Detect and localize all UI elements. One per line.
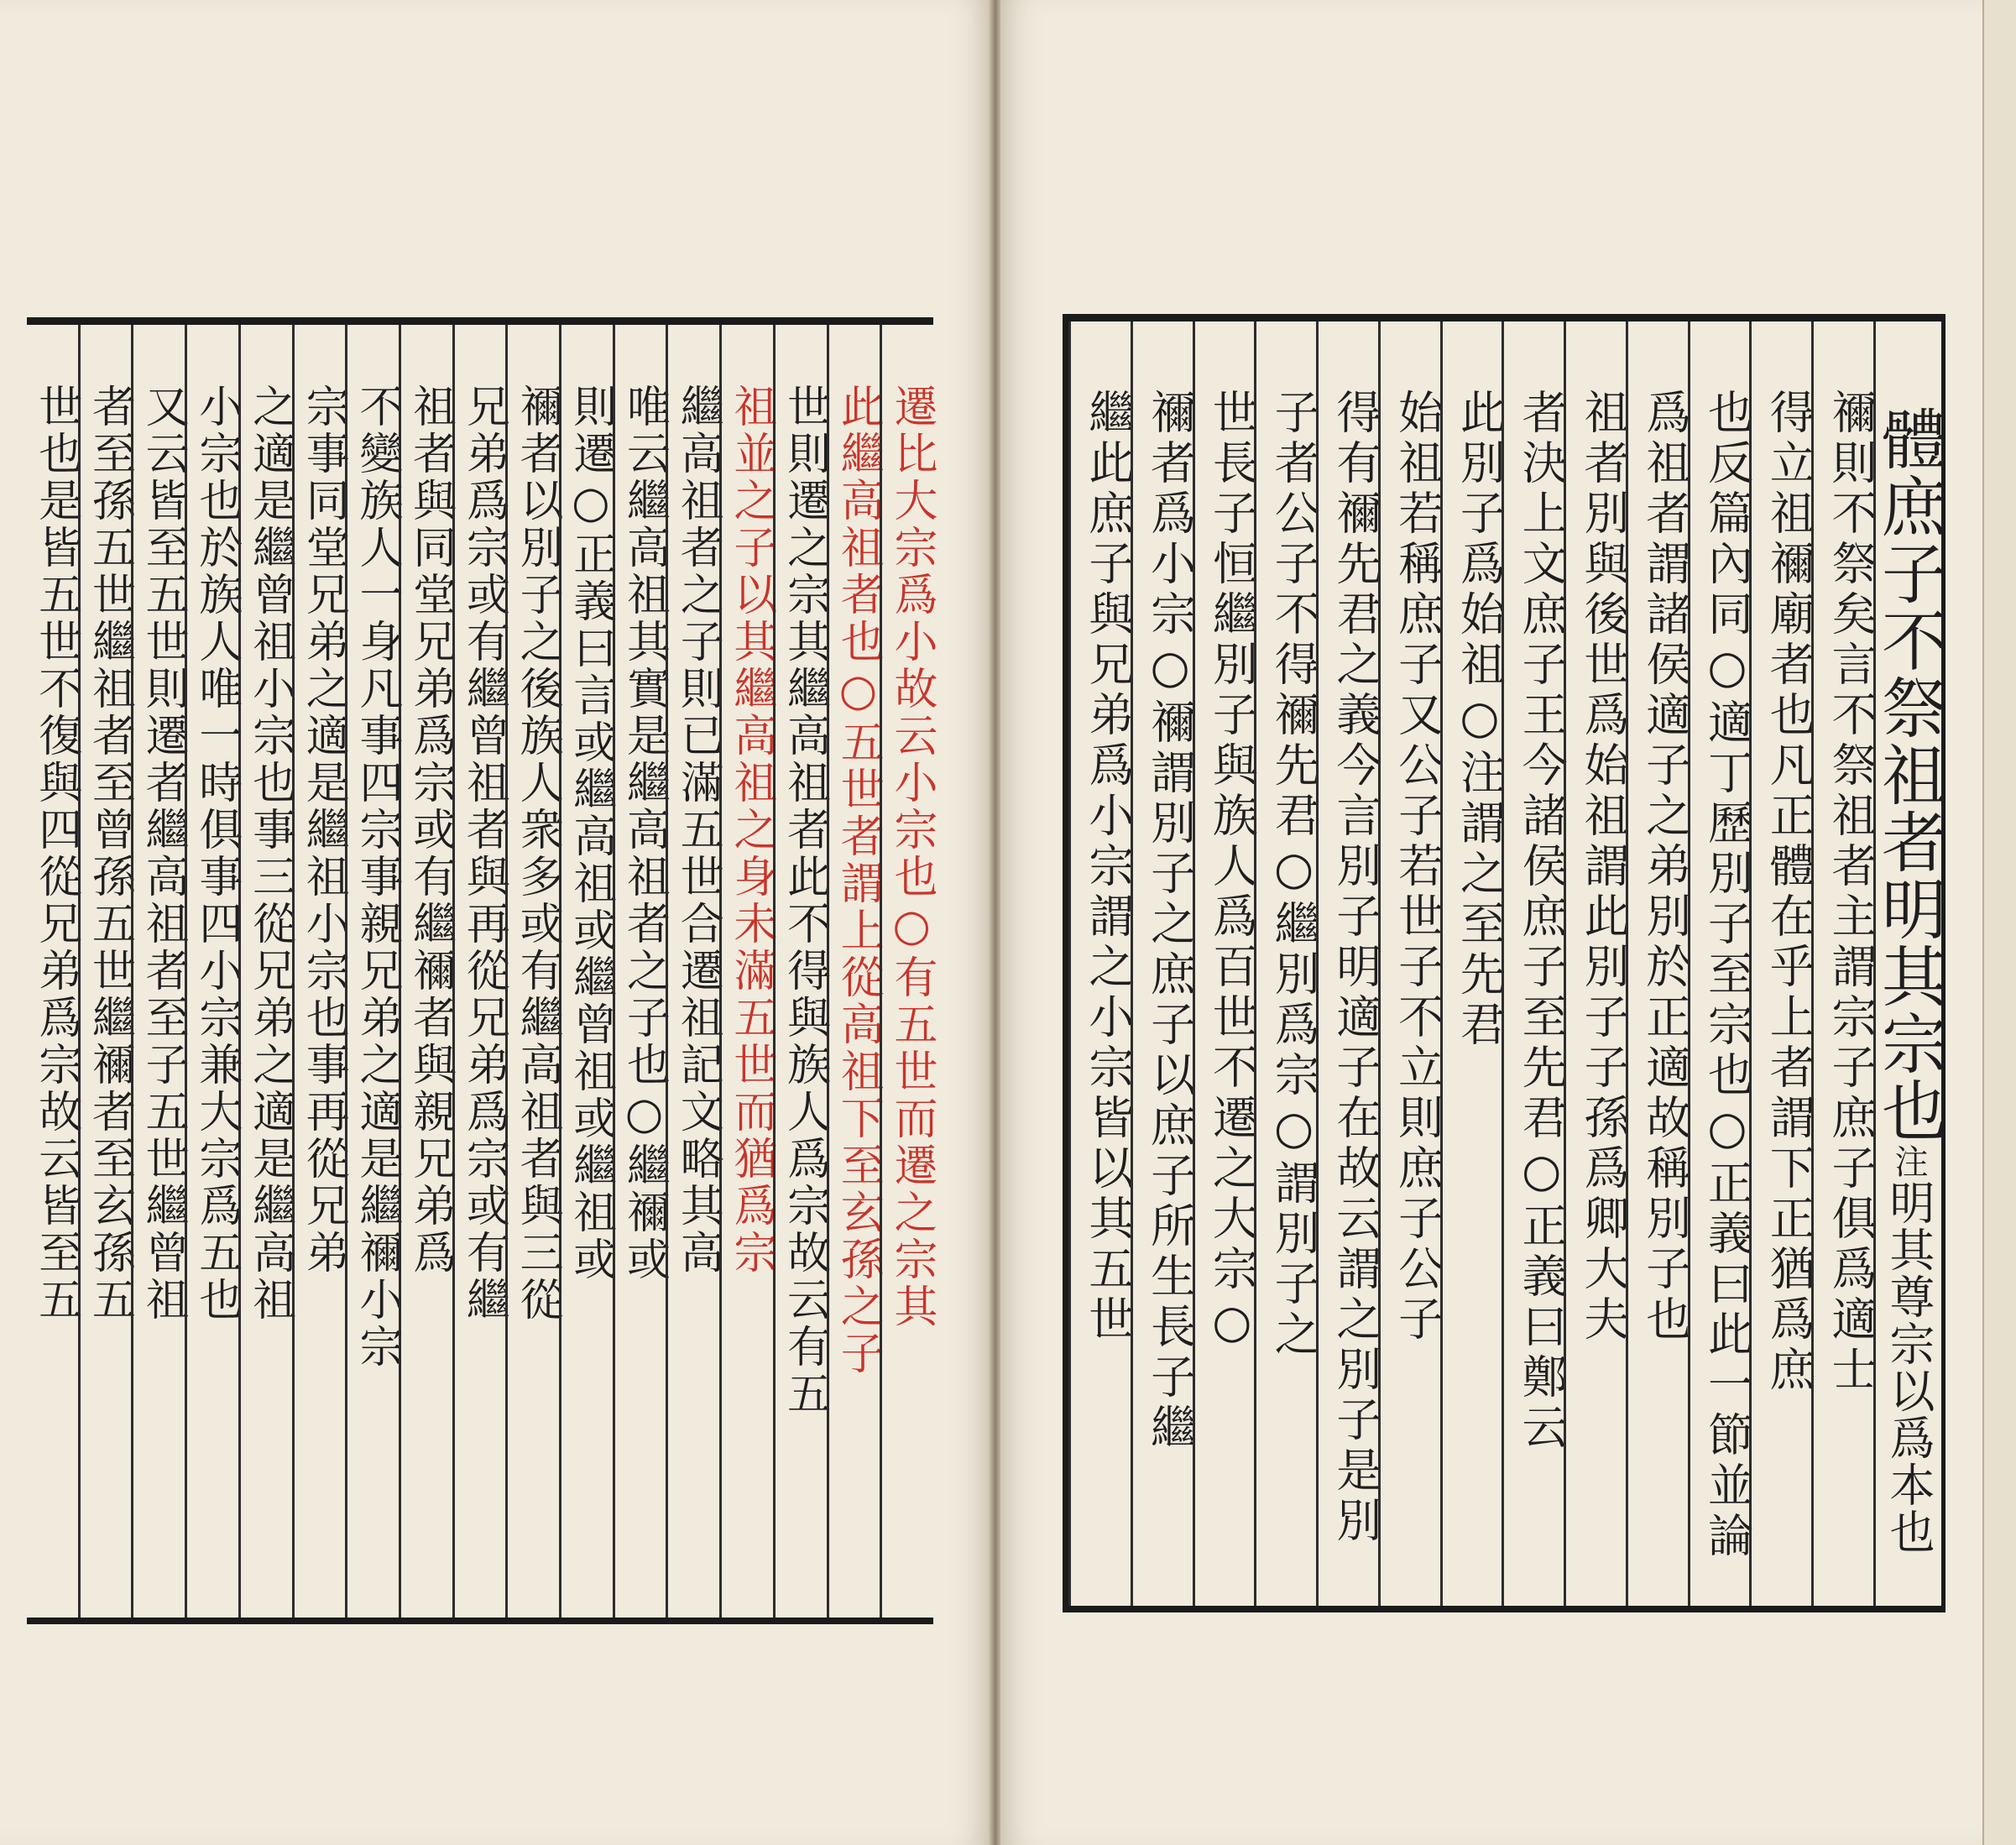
main-text-heading: 體庶子不祭祖者明其宗也: [1871, 405, 1946, 1144]
text-column: 則遷○正義曰言或繼高祖或繼曾祖或繼祖或: [559, 325, 613, 1618]
text-column: 祖並之子以其繼高祖之身未滿五世而猶爲宗: [719, 325, 773, 1618]
text-column: 者至孫五世繼祖者至曾孫五世繼禰者至玄孫五: [78, 325, 132, 1618]
text-column: 子者公子不得禰先君○繼別爲宗○謂別子之: [1254, 321, 1316, 1606]
text-column: 禰則不祭矣言不祭祖者主謂宗子庶子俱爲適士: [1811, 321, 1873, 1606]
text-column: 禰者爲小宗○禰謂別子之庶子以庶子所生長子繼: [1131, 321, 1193, 1606]
text-column: 宗事同堂兄弟之適是繼祖小宗也事再從兄弟: [292, 325, 346, 1618]
text-column: 世則遷之宗其繼高祖者此不得與族人爲宗故云有五: [773, 325, 827, 1618]
text-column: 爲祖者謂諸侯適子之弟別於正適故稱別子也: [1626, 321, 1688, 1606]
text-column: 之適是繼曾祖小宗也事三從兄弟之適是繼高祖: [238, 325, 292, 1618]
text-column: 繼此庶子與兄弟爲小宗謂之小宗皆以其五世: [1068, 321, 1131, 1606]
text-column: 世也是皆五世不復與四從兄弟爲宗故云皆至五: [30, 384, 81, 1324]
text-column: 不變族人一身凡事四宗事親兄弟之適是繼禰小宗: [345, 325, 399, 1618]
text-column: 小宗也於族人唯一時俱事四小宗兼大宗爲五也: [185, 325, 238, 1618]
text-column: 始祖若稱庶子又公子若世子不立則庶子公子: [1378, 321, 1440, 1606]
text-column: 也反篇內同○適丁歷別子至宗也○正義曰此一節並論: [1688, 321, 1750, 1606]
text-column: 唯云繼高祖其實是繼高祖者之子也○繼禰或: [613, 325, 666, 1618]
text-column: 祖者別與後世爲始祖謂此別子子孫爲卿大夫: [1564, 321, 1626, 1606]
text-column: 此別子爲始祖○注謂之至先君: [1440, 321, 1502, 1606]
text-column: 禰者以別子之後族人衆多或有繼高祖者與三從: [505, 325, 559, 1618]
text-column: 者決上文庶子王今諸侯庶子至先君○正義曰鄭云: [1502, 321, 1564, 1606]
text-column: 又云皆至五世則遷者繼高祖者至子五世繼曾祖: [131, 325, 185, 1618]
text-column: 得立祖禰廟者也凡正體在乎上者謂下正猶爲庶: [1749, 321, 1811, 1606]
text-column: 繼高祖者之子則已滿五世合遷祖記文略其高: [666, 325, 719, 1618]
text-column: 此繼高祖者也○五世者謂上從高祖下至玄孫之子: [827, 325, 880, 1618]
text-column: 得有禰先君之義今言別子明適子在故云謂之別子是別: [1316, 321, 1378, 1606]
next-page-edge: [1982, 0, 2016, 1845]
text-column: 遷比大宗爲小故云小宗也○有五世而遷之宗其: [880, 325, 933, 1618]
right-page-text-block: [1063, 314, 1945, 1612]
note-marker: 注: [1889, 1144, 1928, 1179]
text-column: 兄弟爲宗或有繼曾祖者與再從兄弟爲宗或有繼: [452, 325, 506, 1618]
heading-continuation: 明其尊宗以爲本也: [1883, 1179, 1935, 1555]
text-column: 祖者與同堂兄弟爲宗或有繼禰者與親兄弟爲: [399, 325, 452, 1618]
main-text-heading-column: [1871, 321, 1946, 1606]
left-page-text-block: [27, 317, 937, 1624]
text-column: 世長子恒繼別子與族人爲百世不遷之大宗○: [1193, 321, 1255, 1606]
